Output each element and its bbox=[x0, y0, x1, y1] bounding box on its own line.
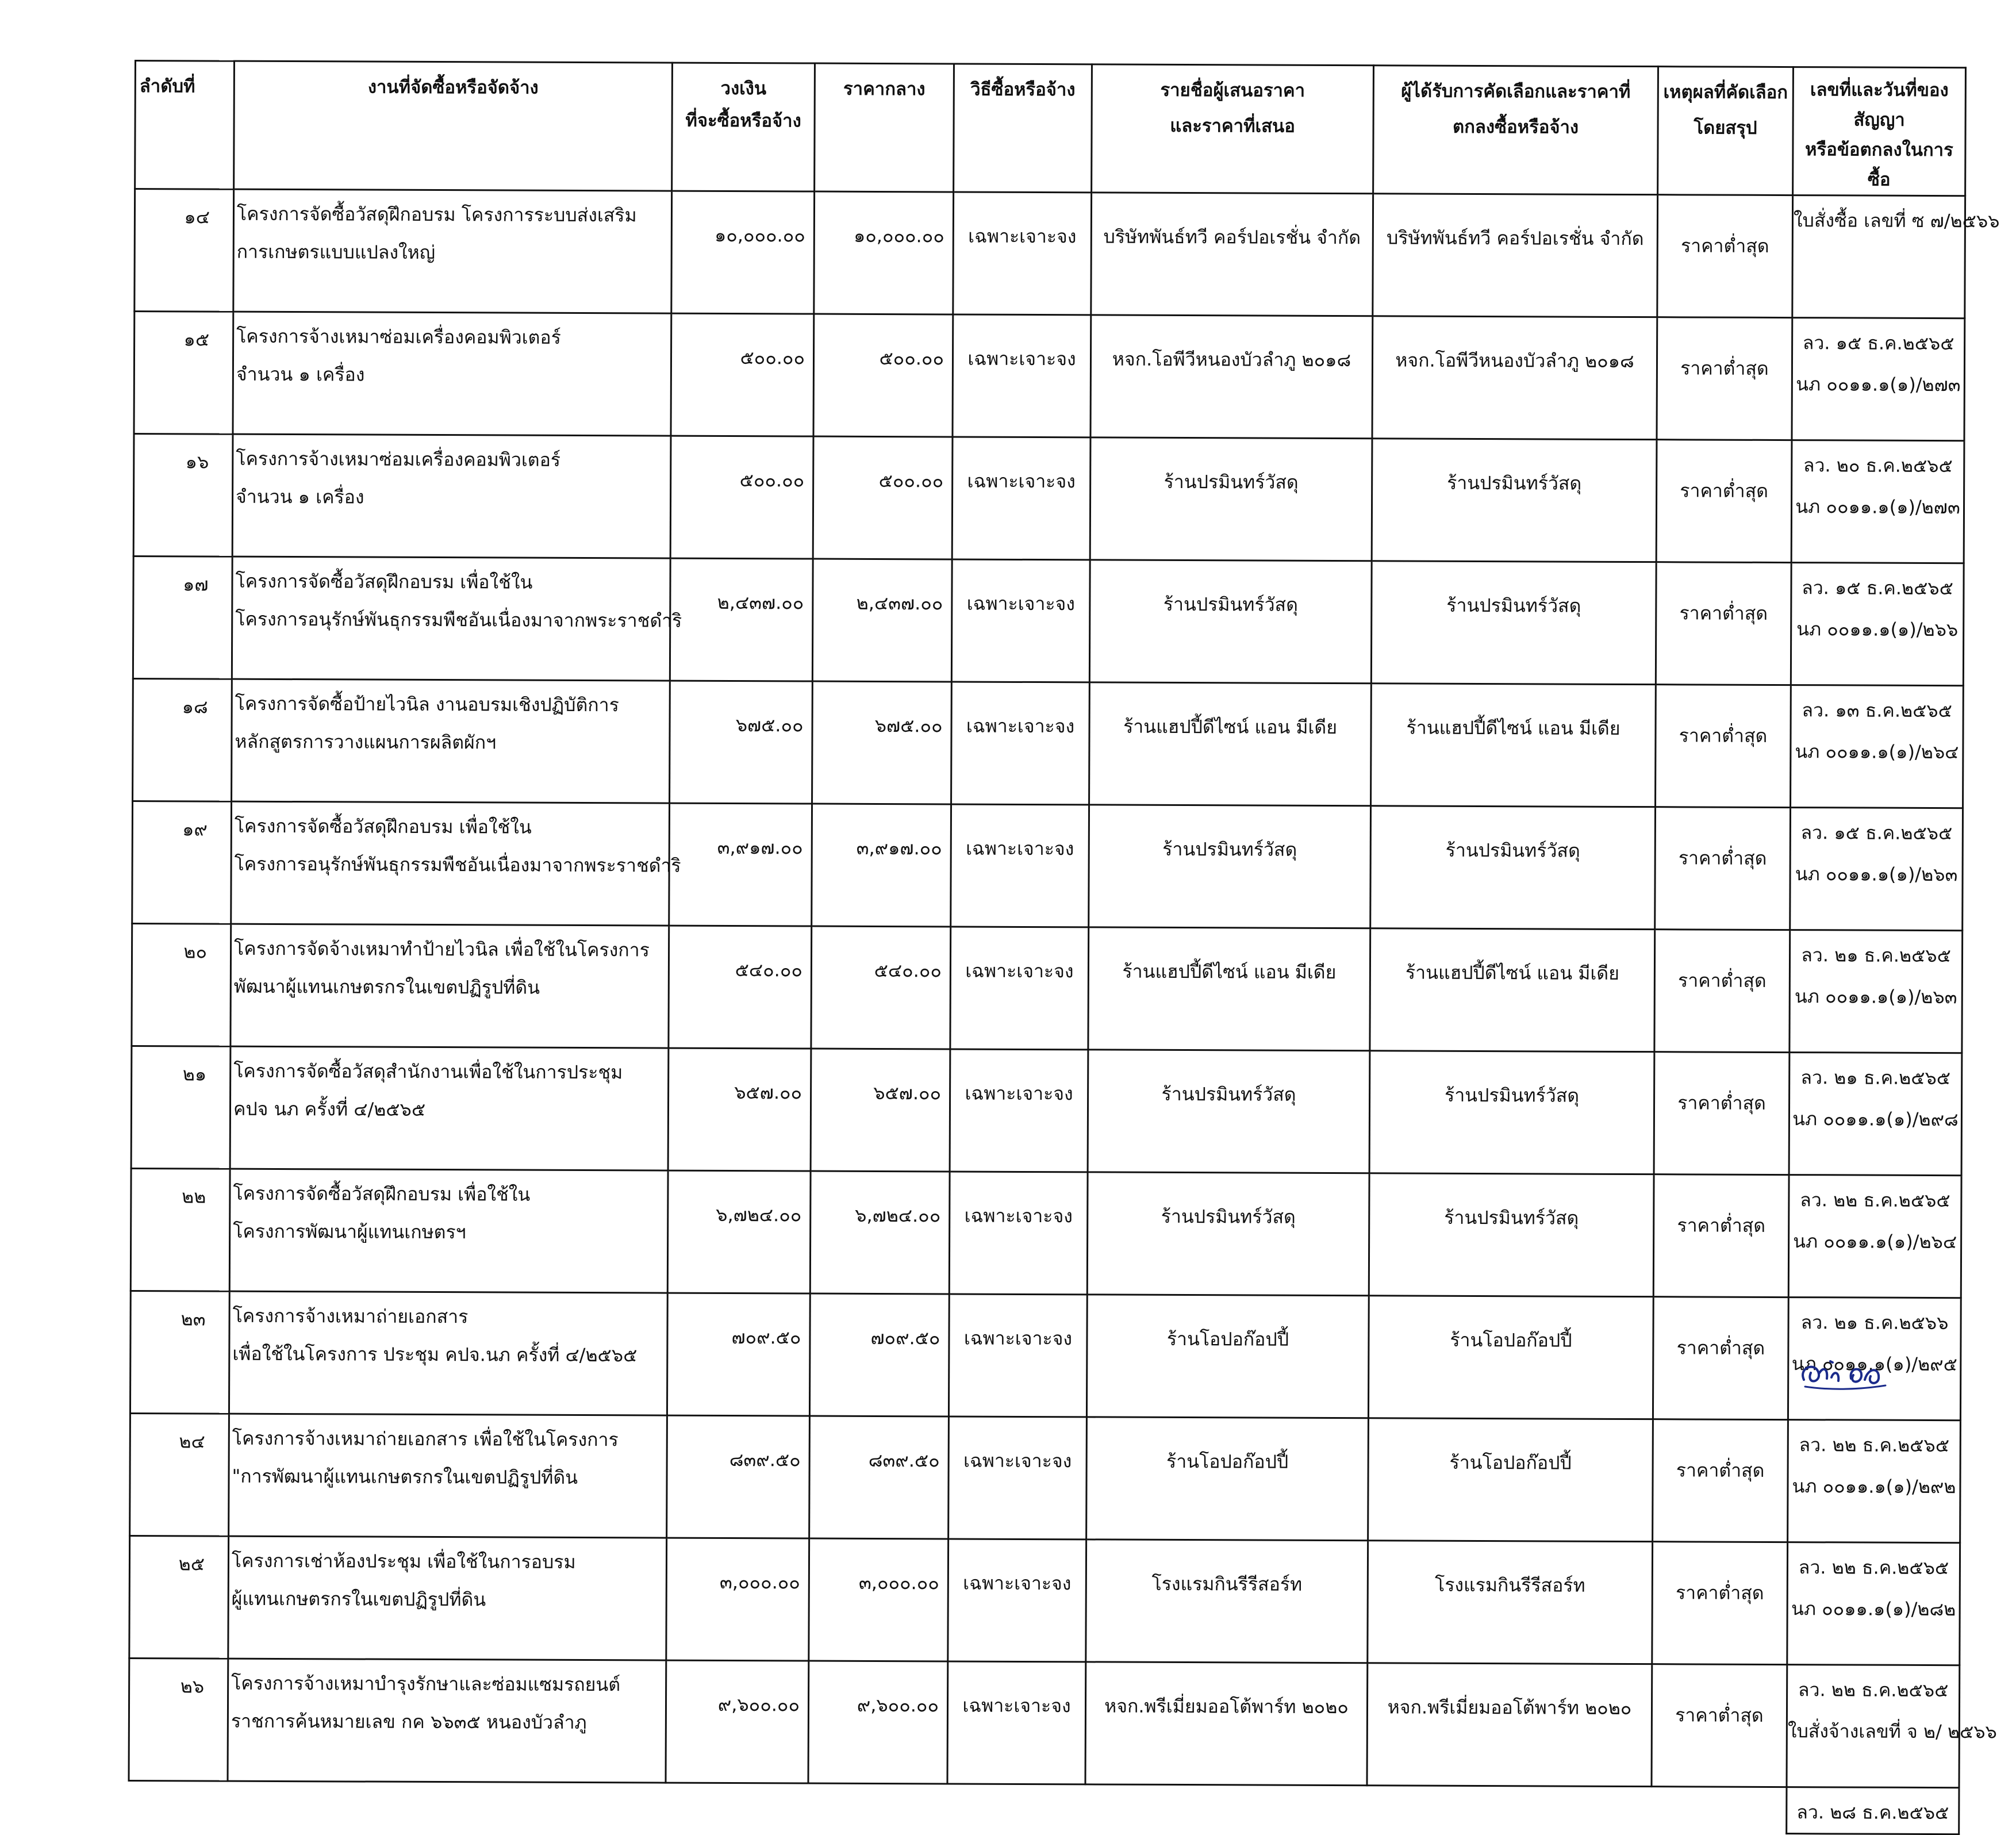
header-reason bbox=[1658, 67, 1794, 195]
row-reason: ราคาต่ำสุด bbox=[1653, 1297, 1788, 1420]
row-reason: ราคาต่ำสุด bbox=[1655, 807, 1791, 930]
row-task bbox=[229, 1169, 668, 1293]
header-contract-line1: เลขที่และวันที่ของสัญญา bbox=[1810, 79, 1949, 130]
row-task-line2: "การพัฒนาผู้แทนเกษตรกรในเขตปฏิรูปที่ดิน bbox=[232, 1465, 578, 1488]
row-selected: ร้านปรมินทร์วัสดุ bbox=[1370, 806, 1656, 930]
row-method: เฉพาะเจาะจง bbox=[949, 1294, 1087, 1417]
row-median: ๒,๔๓๗.๐๐ bbox=[812, 559, 952, 682]
row-method: เฉพาะเจาะจง bbox=[949, 1416, 1087, 1540]
trailing-contract-date: ลว. ๒๘ ธ.ค.๒๕๖๕ bbox=[1787, 1787, 1959, 1834]
row-contract-line2: นภ ๐๐๑๑.๑(๑)/๒๙๒ bbox=[1792, 1475, 1956, 1498]
row-contract-line1: ลว. ๒๒ ธ.ค.๒๕๖๕ bbox=[1798, 1556, 1949, 1579]
row-median: ๖๕๗.๐๐ bbox=[811, 1049, 950, 1172]
row-contract-line2: นภ ๐๐๑๑.๑(๑)/๒๗๓ bbox=[1796, 373, 1961, 396]
row-task bbox=[232, 434, 671, 558]
row-contract-line1: ลว. ๒๒ ธ.ค.๒๕๖๕ bbox=[1798, 1679, 1949, 1702]
row-budget: ๓,๙๑๗.๐๐ bbox=[669, 803, 812, 926]
row-reason: ราคาต่ำสุด bbox=[1656, 562, 1791, 685]
row-number: ๒๕ bbox=[129, 1535, 229, 1659]
row-method: เฉพาะเจาะจง bbox=[951, 682, 1090, 805]
row-selected: ร้านแฮปปี้ดีไซน์ แอน มีเดีย bbox=[1370, 928, 1655, 1052]
row-median: ๗๐๙.๕๐ bbox=[809, 1293, 949, 1416]
row-number: ๑๘ bbox=[133, 678, 232, 801]
row-median: ๖,๗๒๔.๐๐ bbox=[810, 1171, 950, 1294]
row-task-line2: โครงการอนุรักษ์พันธุกรรมพืชอันเนื่องมาจากพระราชดำริ bbox=[234, 853, 681, 877]
row-method: เฉพาะเจาะจง bbox=[950, 927, 1089, 1050]
row-selected: หจก.โอพีวีหนองบัวลำภู ๒๐๑๘ bbox=[1372, 316, 1657, 440]
row-task-line1: โครงการเช่าห้องประชุม เพื่อใช้ในการอบรม bbox=[231, 1549, 576, 1573]
row-bidder: ร้านแฮปปี้ดีไซน์ แอน มีเดีย bbox=[1088, 927, 1370, 1051]
table-row bbox=[130, 1168, 1961, 1297]
row-contract-line2: นภ ๐๐๑๑.๑(๑)/๒๙๕ bbox=[1791, 1353, 1957, 1376]
row-task bbox=[230, 1046, 669, 1170]
row-selected: ร้านปรมินทร์วัสดุ bbox=[1371, 561, 1656, 685]
row-number: ๒๒ bbox=[130, 1168, 230, 1291]
row-contract bbox=[1791, 440, 1964, 563]
row-task-line1: โครงการจัดซื้อวัสดุสำนักงานเพื่อใช้ในการประชุม bbox=[233, 1059, 623, 1084]
row-contract-line1: ลว. ๒๑ ธ.ค.๒๕๖๖ bbox=[1800, 1311, 1949, 1334]
header-contract bbox=[1793, 67, 1966, 196]
row-number: ๒๐ bbox=[132, 923, 231, 1046]
row-reason: ราคาต่ำสุด bbox=[1656, 685, 1791, 808]
row-budget: ๖๗๕.๐๐ bbox=[670, 681, 813, 804]
header-reason-line2: โดยสรุป bbox=[1694, 117, 1757, 139]
row-budget: ๘๓๙.๕๐ bbox=[667, 1415, 810, 1538]
row-task bbox=[228, 1659, 666, 1783]
header-bidders-line2: และราคาที่เสนอ bbox=[1170, 115, 1295, 137]
row-median: ๖๗๕.๐๐ bbox=[812, 681, 952, 804]
row-contract-line1: ลว. ๑๕ ธ.ค.๒๕๖๕ bbox=[1802, 332, 1954, 355]
row-budget: ๕๐๐.๐๐ bbox=[670, 436, 813, 559]
row-contract-line2: นภ ๐๐๑๑.๑(๑)/๒๖๓ bbox=[1795, 863, 1958, 886]
row-reason: ราคาต่ำสุด bbox=[1653, 1419, 1788, 1542]
row-reason: ราคาต่ำสุด bbox=[1656, 440, 1792, 563]
trailing-empty-cell bbox=[1652, 1787, 1787, 1834]
row-task bbox=[233, 312, 671, 436]
row-contract-line1: ลว. ๑๕ ธ.ค.๒๕๖๕ bbox=[1800, 821, 1953, 844]
row-median: ๓,๙๑๗.๐๐ bbox=[812, 804, 951, 927]
header-budget bbox=[672, 63, 815, 191]
trailing-empty-cell bbox=[666, 1783, 808, 1830]
header-bidders bbox=[1092, 64, 1374, 194]
row-median: ๓,๐๐๐.๐๐ bbox=[809, 1538, 949, 1661]
row-task-line1: โครงการจ้างเหมาซ่อมเครื่องคอมพิวเตอร์ bbox=[236, 447, 561, 471]
row-median: ๙,๖๐๐.๐๐ bbox=[808, 1661, 948, 1784]
row-number: ๑๗ bbox=[133, 556, 232, 679]
row-bidder: ร้านโอปอก๊อปปี้ bbox=[1086, 1295, 1369, 1418]
row-contract bbox=[1791, 685, 1964, 808]
row-contract bbox=[1792, 195, 2000, 318]
row-budget: ๙,๖๐๐.๐๐ bbox=[666, 1660, 809, 1783]
table-row bbox=[131, 1046, 1962, 1175]
row-contract-line1: ลว. ๒๒ ธ.ค.๒๕๖๕ bbox=[1799, 1434, 1950, 1457]
row-task-line2: โครงการอนุรักษ์พันธุกรรมพืชอันเนื่องมาจากพระราชดำริ bbox=[235, 608, 682, 632]
row-task-line2: จำนวน ๑ เครื่อง bbox=[236, 363, 365, 386]
row-budget: ๗๐๙.๕๐ bbox=[667, 1293, 810, 1416]
row-reason: ราคาต่ำสุด bbox=[1653, 1174, 1789, 1297]
row-contract bbox=[1790, 930, 1963, 1053]
row-method: เฉพาะเจาะจง bbox=[950, 1049, 1088, 1172]
row-method: เฉพาะเจาะจง bbox=[949, 1172, 1088, 1295]
row-contract-line2: นภ ๐๐๑๑.๑(๑)/๒๘๒ bbox=[1791, 1598, 1956, 1621]
row-bidder: หจก.โอพีวีหนองบัวลำภู ๒๐๑๘ bbox=[1090, 315, 1373, 439]
row-bidder: ร้านปรมินทร์วัสดุ bbox=[1089, 805, 1371, 928]
row-bidder: หจก.พรีเมี่ยมออโต้พาร์ท ๒๐๒๐ bbox=[1085, 1662, 1368, 1786]
header-method: วิธีซื้อหรือจ้าง bbox=[954, 64, 1092, 193]
row-contract bbox=[1788, 1175, 1961, 1298]
header-budget-line2: ที่จะซื้อหรือจ้าง bbox=[685, 110, 801, 132]
row-bidder: ร้านปรมินทร์วัสดุ bbox=[1090, 437, 1372, 561]
table-row bbox=[133, 556, 1964, 685]
row-method: เฉพาะเจาะจง bbox=[951, 804, 1089, 927]
procurement-table bbox=[128, 60, 2000, 1835]
row-reason: ราคาต่ำสุด bbox=[1657, 195, 1793, 318]
row-contract-line2: นภ ๐๐๑๑.๑(๑)/๒๖๓ bbox=[1794, 985, 1957, 1008]
header-selected-line2: ตกลงซื้อหรือจ้าง bbox=[1452, 116, 1579, 138]
row-selected: ร้านปรมินทร์วัสดุ bbox=[1369, 1051, 1654, 1174]
header-no: ลำดับที่ bbox=[135, 61, 235, 190]
row-task-line2: คปจ นภ ครั้งที่ ๔/๒๕๖๕ bbox=[233, 1097, 426, 1120]
header-median: ราคากลาง bbox=[815, 63, 954, 192]
row-task-line1: โครงการจัดซื้อวัสดุฝึกอบรม เพื่อใช้ใน bbox=[233, 1182, 531, 1206]
row-contract bbox=[1789, 1053, 1962, 1176]
row-method: เฉพาะเจาะจง bbox=[947, 1661, 1086, 1784]
header-row bbox=[135, 61, 1966, 196]
table-row-trailing bbox=[129, 1780, 1959, 1834]
row-selected: ร้านแฮปปี้ดีไซน์ แอน มีเดีย bbox=[1371, 684, 1656, 807]
row-contract bbox=[1790, 808, 1963, 931]
row-task bbox=[231, 924, 669, 1048]
row-number: ๑๙ bbox=[132, 801, 232, 924]
table-row bbox=[132, 801, 1963, 930]
table-row bbox=[130, 1291, 1961, 1420]
row-number: ๑๔ bbox=[135, 189, 234, 312]
row-contract bbox=[1788, 1420, 1961, 1543]
row-budget: ๒,๔๓๗.๐๐ bbox=[670, 558, 813, 681]
row-bidder: ร้านโอปอก๊อปปี้ bbox=[1086, 1417, 1369, 1541]
row-number: ๒๑ bbox=[131, 1046, 231, 1169]
header-task: งานที่จัดซื้อหรือจัดจ้าง bbox=[234, 61, 673, 191]
row-contract-line1: ลว. ๑๕ ธ.ค.๒๕๖๕ bbox=[1802, 577, 1953, 600]
trailing-empty-cell bbox=[947, 1784, 1085, 1831]
row-contract-line2: ใบสั่งซื้อ เลขที่ ซ ๗/๒๕๖๖ bbox=[1793, 209, 2000, 232]
row-task-line1: โครงการจ้างเหมาซ่อมเครื่องคอมพิวเตอร์ bbox=[236, 325, 561, 348]
table-row bbox=[129, 1535, 1960, 1665]
row-task-line2: เพื่อใช้ในโครงการ ประชุม คปจ.นภ ครั้งที่ ๔/๒๕๖๕ bbox=[232, 1342, 638, 1366]
row-task-line2: การเกษตรแบบแปลงใหญ่ bbox=[236, 240, 436, 264]
row-task-line2: ผู้แทนเกษตรกรในเขตปฏิรูปที่ดิน bbox=[231, 1587, 486, 1611]
row-contract-line1: ลว. ๒๒ ธ.ค.๒๕๖๕ bbox=[1800, 1189, 1950, 1212]
row-selected: ร้านโอปอก๊อปปี้ bbox=[1368, 1418, 1653, 1542]
row-number: ๑๖ bbox=[133, 434, 233, 557]
row-contract bbox=[1787, 1542, 1960, 1665]
row-budget: ๑๐,๐๐๐.๐๐ bbox=[671, 191, 815, 314]
table-row bbox=[133, 434, 1964, 563]
row-contract-line1: ลว. ๒๐ ธ.ค.๒๕๖๕ bbox=[1803, 454, 1953, 477]
row-contract bbox=[1792, 318, 1965, 441]
row-reason: ราคาต่ำสุด bbox=[1654, 930, 1790, 1053]
row-median: ๘๓๙.๕๐ bbox=[809, 1416, 949, 1539]
row-task bbox=[232, 679, 670, 803]
row-task-line2: หลักสูตรการวางแผนการผลิตผักฯ bbox=[235, 730, 497, 754]
row-selected: ร้านโอปอก๊อปปี้ bbox=[1368, 1296, 1653, 1419]
row-contract bbox=[1791, 563, 1964, 686]
row-task bbox=[228, 1536, 667, 1660]
header-bidders-line1: รายชื่อผู้เสนอราคา bbox=[1160, 79, 1305, 101]
row-task-line1: โครงการจัดซื้อวัสดุฝึกอบรม โครงการระบบส่งเสริม bbox=[236, 202, 637, 227]
row-reason: ราคาต่ำสุด bbox=[1652, 1664, 1787, 1787]
row-method: เฉพาะเจาะจง bbox=[953, 314, 1091, 437]
table-row bbox=[135, 189, 1965, 318]
row-task-line2: จำนวน ๑ เครื่อง bbox=[236, 485, 364, 508]
row-reason: ราคาต่ำสุด bbox=[1654, 1052, 1790, 1175]
row-task-line1: โครงการจ้างเหมาถ่ายเอกสาร bbox=[232, 1304, 469, 1328]
row-selected: หจก.พรีเมี่ยมออโต้พาร์ท ๒๐๒๐ bbox=[1367, 1663, 1652, 1787]
row-task-line1: โครงการจัดซื้อวัสดุฝึกอบรม เพื่อใช้ใน bbox=[235, 570, 533, 593]
row-bidder: ร้านแฮปปี้ดีไซน์ แอน มีเดีย bbox=[1089, 682, 1372, 806]
row-task-line2: พัฒนาผู้แทนเกษตรกรในเขตปฏิรูปที่ดิน bbox=[233, 975, 540, 999]
row-method: เฉพาะเจาะจง bbox=[948, 1539, 1086, 1662]
row-median: ๕๔๐.๐๐ bbox=[811, 926, 951, 1049]
row-task bbox=[229, 1414, 667, 1538]
row-task-line1: โครงการจัดจ้างเหมาทำป้ายไวนิล เพื่อใช้ในโครงการ bbox=[233, 937, 650, 961]
row-median: ๕๐๐.๐๐ bbox=[813, 314, 953, 437]
table-body bbox=[129, 189, 2000, 1834]
row-contract-line2: นภ ๐๐๑๑.๑(๑)/๒๖๔ bbox=[1795, 740, 1959, 763]
row-task bbox=[233, 189, 672, 313]
row-selected: ร้านปรมินทร์วัสดุ bbox=[1372, 439, 1657, 562]
trailing-empty-cell bbox=[1367, 1786, 1652, 1833]
row-contract-line1: ลว. ๑๓ ธ.ค.๒๕๖๕ bbox=[1802, 699, 1952, 722]
row-budget: ๕๔๐.๐๐ bbox=[669, 926, 812, 1049]
header-contract-line2: หรือข้อตกลงในการซื้อ bbox=[1804, 139, 1953, 190]
row-budget: ๖๕๗.๐๐ bbox=[668, 1048, 811, 1171]
row-reason: ราคาต่ำสุด bbox=[1657, 317, 1792, 440]
row-median: ๑๐,๐๐๐.๐๐ bbox=[814, 191, 954, 314]
row-task-line1: โครงการจ้างเหมาถ่ายเอกสาร เพื่อใช้ในโครงการ bbox=[232, 1427, 619, 1451]
procurement-document bbox=[130, 60, 2000, 1824]
row-contract-line2: ใบสั่งจ้างเลขที่ จ ๒/ ๒๕๖๖ bbox=[1787, 1720, 1997, 1743]
table-row bbox=[132, 923, 1963, 1053]
row-number: ๒๔ bbox=[130, 1413, 229, 1536]
row-bidder: บริษัทพันธ์ทวี คอร์ปอเรชั่น จำกัด bbox=[1091, 193, 1373, 316]
header-reason-line1: เหตุผลที่คัดเลือก bbox=[1663, 82, 1788, 103]
row-selected: บริษัทพันธ์ทวี คอร์ปอเรชั่น จำกัด bbox=[1373, 194, 1658, 317]
row-task-line2: โครงการพัฒนาผู้แทนเกษตรฯ bbox=[233, 1220, 466, 1243]
row-median: ๕๐๐.๐๐ bbox=[813, 436, 953, 559]
trailing-empty-cell bbox=[129, 1780, 228, 1828]
row-number: ๒๖ bbox=[129, 1658, 228, 1781]
row-task bbox=[231, 801, 681, 926]
row-contract-line2: นภ ๐๐๑๑.๑(๑)/๒๙๘ bbox=[1792, 1108, 1959, 1131]
row-bidder: ร้านปรมินทร์วัสดุ bbox=[1089, 560, 1372, 684]
row-bidder: ร้านปรมินทร์วัสดุ bbox=[1087, 1172, 1369, 1296]
table-row bbox=[133, 678, 1964, 808]
header-selected-line1: ผู้ได้รับการคัดเลือกและราคาที่ bbox=[1401, 80, 1631, 102]
trailing-empty-cell bbox=[228, 1781, 666, 1829]
row-contract-line2: นภ ๐๐๑๑.๑(๑)/๒๗๓ bbox=[1795, 496, 1960, 519]
row-selected: โรงแรมกินรีรีสอร์ท bbox=[1368, 1541, 1653, 1664]
row-task bbox=[232, 556, 682, 681]
row-contract-line2: นภ ๐๐๑๑.๑(๑)/๒๖๖ bbox=[1796, 618, 1959, 641]
row-budget: ๖,๗๒๔.๐๐ bbox=[667, 1170, 811, 1293]
row-budget: ๓,๐๐๐.๐๐ bbox=[666, 1538, 809, 1661]
row-task-line1: โครงการจัดซื้อป้ายไวนิล งานอบรมเชิงปฏิบัติการ bbox=[235, 692, 619, 716]
trailing-empty-cell bbox=[1085, 1784, 1367, 1832]
row-contract-line1: ลว. ๒๑ ธ.ค.๒๕๖๕ bbox=[1800, 1066, 1951, 1089]
row-method: เฉพาะเจาะจง bbox=[951, 559, 1090, 682]
row-task-line2: ราชการค้นหมายเลข กค ๖๖๓๕ หนองบัวลำภู bbox=[231, 1710, 587, 1734]
row-contract-line2: นภ ๐๐๑๑.๑(๑)/๒๖๔ bbox=[1793, 1230, 1957, 1253]
header-budget-line1: วงเงิน bbox=[720, 78, 767, 99]
row-number: ๑๕ bbox=[134, 312, 233, 435]
table-row bbox=[130, 1413, 1961, 1542]
row-reason: ราคาต่ำสุด bbox=[1652, 1542, 1788, 1665]
row-bidder: ร้านปรมินทร์วัสดุ bbox=[1088, 1050, 1370, 1173]
row-bidder: โรงแรมกินรีรีสอร์ท bbox=[1086, 1540, 1368, 1663]
row-contract-line1: ลว. ๒๑ ธ.ค.๒๕๖๕ bbox=[1801, 944, 1951, 967]
row-method: เฉพาะเจาะจง bbox=[953, 192, 1092, 315]
header-selected bbox=[1373, 66, 1658, 195]
row-method: เฉพาะเจาะจง bbox=[952, 437, 1090, 560]
row-budget: ๕๐๐.๐๐ bbox=[671, 313, 814, 436]
row-selected: ร้านปรมินทร์วัสดุ bbox=[1369, 1173, 1654, 1297]
table-row bbox=[129, 1658, 1960, 1787]
row-contract bbox=[1787, 1665, 1997, 1788]
table-row bbox=[134, 312, 1965, 441]
row-task-line1: โครงการจ้างเหมาบำรุงรักษาและซ่อมแซมรถยนต์ bbox=[231, 1672, 621, 1696]
row-task-line1: โครงการจัดซื้อวัสดุฝึกอบรม เพื่อใช้ใน bbox=[234, 815, 532, 838]
row-task bbox=[229, 1291, 667, 1415]
trailing-empty-cell bbox=[808, 1783, 947, 1830]
signature-icon bbox=[1794, 1350, 1897, 1396]
row-number: ๒๓ bbox=[130, 1291, 229, 1414]
